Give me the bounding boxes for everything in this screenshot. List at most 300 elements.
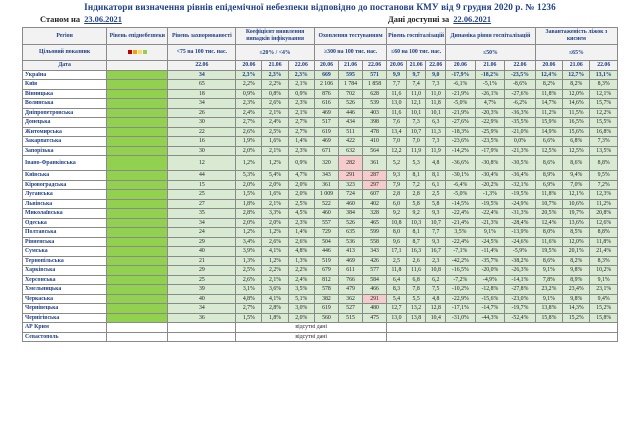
region-name: Рівненська xyxy=(23,237,107,247)
dynamics-cell: 0,0% xyxy=(505,137,536,147)
header-detection: Коефіцієнт виявлення випадків інфікування xyxy=(236,28,315,45)
beds-cell: 12,3% xyxy=(590,190,618,200)
detection-cell: 2,4% xyxy=(288,275,314,285)
region-name: Волинська xyxy=(23,99,107,109)
detection-cell: 4,1% xyxy=(262,247,288,257)
morbidity-cell: 30 xyxy=(168,146,236,156)
date-level xyxy=(107,61,168,71)
morbidity-cell: 34 xyxy=(168,99,236,109)
hosp-cell: 10,1 xyxy=(406,108,426,118)
hosp-cell: 9,3 xyxy=(387,171,407,181)
testing-cell: 446 xyxy=(339,108,363,118)
testing-cell: 635 xyxy=(339,228,363,238)
hosp-cell: 8,1 xyxy=(426,171,446,181)
morbidity-cell: 40 xyxy=(168,247,236,257)
region-name: Донецька xyxy=(23,118,107,128)
level-cell xyxy=(107,323,168,333)
hosp-cell: 5,4 xyxy=(387,294,407,304)
hosp-cell: 17,1 xyxy=(387,247,407,257)
dynamics-cell: -21,3% xyxy=(505,146,536,156)
table-row xyxy=(23,294,618,304)
testing-cell: 526 xyxy=(339,218,363,228)
beds-cell: 8,3% xyxy=(590,80,618,90)
detection-cell: 3,0% xyxy=(288,304,314,314)
testing-cell: 619 xyxy=(314,304,338,314)
testing-cell: 282 xyxy=(339,156,363,171)
hosp-cell: 4,8 xyxy=(426,156,446,171)
hosp-cell: 12,2 xyxy=(387,146,407,156)
testing-cell: 577 xyxy=(363,266,387,276)
beds-cell: 11,6% xyxy=(535,237,562,247)
dynamics-cell: -22,4% xyxy=(446,237,476,247)
table-row xyxy=(23,285,618,295)
beds-cell: 19,5% xyxy=(535,247,562,257)
dynamics-cell: -19,7% xyxy=(505,304,536,314)
beds-cell: 8,6% xyxy=(535,156,562,171)
region-name: Закарпатська xyxy=(23,137,107,147)
testing-cell: 328 xyxy=(363,209,387,219)
beds-cell: 20,1% xyxy=(563,247,590,257)
header-testing: Охоплення тестуванням xyxy=(314,28,386,45)
detection-cell: 2,6% xyxy=(262,237,288,247)
beds-cell: 15,2% xyxy=(563,313,590,323)
dynamics-cell: -6,1% xyxy=(446,80,476,90)
testing-cell: 504 xyxy=(314,237,338,247)
level-cell xyxy=(107,99,168,109)
table-body xyxy=(23,70,618,342)
region-name: Чернівецька xyxy=(23,304,107,314)
testing-cell: 729 xyxy=(314,228,338,238)
as-of-date: 23.06.2021 xyxy=(84,15,122,24)
region-name: Полтавська xyxy=(23,228,107,238)
beds-cell: 11,2% xyxy=(590,199,618,209)
hosp-cell: 11,6 xyxy=(387,108,407,118)
table-row xyxy=(23,313,618,323)
region-name: Севастополь xyxy=(23,332,107,342)
beds-cell: 11,5% xyxy=(563,108,590,118)
testing-cell: 766 xyxy=(339,275,363,285)
testing-cell: 422 xyxy=(339,137,363,147)
level-cell xyxy=(107,137,168,147)
beds-cell: 19,7% xyxy=(563,209,590,219)
morbidity-cell: 44 xyxy=(168,171,236,181)
table-row xyxy=(23,304,618,314)
dynamics-cell: 4,7% xyxy=(475,99,505,109)
detection-cell: 2,0% xyxy=(236,180,262,190)
dynamics-cell: -30,5% xyxy=(505,156,536,171)
morbidity-cell: 36 xyxy=(168,313,236,323)
hosp-cell: 11,6 xyxy=(406,266,426,276)
morbidity-cell: 34 xyxy=(168,70,236,80)
hosp-cell: 6,0 xyxy=(387,199,407,209)
hosp-cell: 13,8 xyxy=(406,313,426,323)
dynamics-cell: -18,2% xyxy=(475,70,505,80)
dynamics-cell: -35,7% xyxy=(475,256,505,266)
testing-cell: 876 xyxy=(314,89,338,99)
hosp-cell: 10,3 xyxy=(406,218,426,228)
testing-cell: 323 xyxy=(339,180,363,190)
level-cell xyxy=(107,180,168,190)
table-row xyxy=(23,80,618,90)
hosp-cell: 7,3 xyxy=(406,118,426,128)
morbidity-cell: 40 xyxy=(168,294,236,304)
table-row xyxy=(23,199,618,209)
hosp-cell: 12,8 xyxy=(426,304,446,314)
detection-cell: 1,9% xyxy=(236,137,262,147)
hosp-cell: 7,5 xyxy=(426,285,446,295)
region-name: Запорізька xyxy=(23,146,107,156)
detection-cell: 2,5% xyxy=(288,199,314,209)
hosp-cell: 8,0 xyxy=(387,228,407,238)
dynamics-cell: -42,2% xyxy=(446,256,476,266)
testing-cell: 465 xyxy=(363,218,387,228)
beds-cell: 15,9% xyxy=(535,118,562,128)
testing-cell: 343 xyxy=(363,247,387,257)
beds-cell: 8,9% xyxy=(563,275,590,285)
testing-cell: 539 xyxy=(363,99,387,109)
testing-cell: 320 xyxy=(314,156,338,171)
beds-cell: 12,2% xyxy=(590,108,618,118)
header-morbidity: Рівень захворюваності xyxy=(168,28,236,45)
hosp-cell: 11,3 xyxy=(426,127,446,137)
testing-cell: 1 784 xyxy=(339,80,363,90)
page-title: Індикатори визначення рівнів епідемічної небезпеки відповідно до постанови КМУ від 9 грудня 2020 р. № 1236 xyxy=(84,2,556,12)
hosp-cell: 7,0 xyxy=(406,137,426,147)
region-name: Одеська xyxy=(23,218,107,228)
testing-cell: 671 xyxy=(314,146,338,156)
dynamics-cell: -12,8% xyxy=(475,285,505,295)
detection-cell: 2,3% xyxy=(288,99,314,109)
testing-cell: 384 xyxy=(339,209,363,219)
date-beds-0: 20.06 xyxy=(535,61,562,71)
target-hosp: ≤60 на 100 тис. нас. xyxy=(387,45,446,61)
detection-cell: 1,2% xyxy=(236,228,262,238)
hosp-cell: 10,8 xyxy=(426,266,446,276)
morbidity-cell: 65 xyxy=(168,80,236,90)
hosp-cell: 7,6 xyxy=(387,118,407,128)
detection-cell: 2,6% xyxy=(288,237,314,247)
morbidity-cell: 30 xyxy=(168,118,236,128)
hosp-cell: 9,0 xyxy=(426,70,446,80)
level-cell xyxy=(107,218,168,228)
testing-cell: 469 xyxy=(314,108,338,118)
testing-cell: 628 xyxy=(363,89,387,99)
hosp-cell: 10,7 xyxy=(406,127,426,137)
testing-cell: 578 xyxy=(314,285,338,295)
level-cell xyxy=(107,156,168,171)
table-head xyxy=(23,28,618,71)
dynamics-cell: -20,0% xyxy=(475,266,505,276)
dynamics-cell: -5,9% xyxy=(505,247,536,257)
detection-cell: 2,4% xyxy=(262,118,288,128)
testing-cell: 595 xyxy=(339,70,363,80)
beds-cell: 21,4% xyxy=(590,247,618,257)
detection-cell: 1,3% xyxy=(236,256,262,266)
region-name: Черкаська xyxy=(23,294,107,304)
level-cell xyxy=(107,209,168,219)
hosp-cell: 13,4 xyxy=(387,127,407,137)
detection-cell: 1,3% xyxy=(288,256,314,266)
beds-cell: 15,8% xyxy=(590,313,618,323)
dynamics-cell: -5,0% xyxy=(446,190,476,200)
dynamics-cell: -7,2% xyxy=(446,275,476,285)
level-cell xyxy=(107,127,168,137)
level-dot-2 xyxy=(138,50,142,54)
dynamics-cell: -7,1% xyxy=(446,247,476,257)
detection-cell: 2,2% xyxy=(236,80,262,90)
hosp-cell: 6,4 xyxy=(387,275,407,285)
detection-cell: 2,6% xyxy=(236,127,262,137)
hosp-cell: 8,1 xyxy=(406,228,426,238)
hosp-cell: 11,0 xyxy=(426,89,446,99)
testing-cell: 669 xyxy=(314,70,338,80)
testing-cell: 446 xyxy=(314,247,338,257)
dynamics-cell: -19,5% xyxy=(475,199,505,209)
dynamics-cell: -14,2% xyxy=(446,146,476,156)
testing-cell: 2 106 xyxy=(314,80,338,90)
beds-cell: 11,8% xyxy=(535,190,562,200)
hosp-cell: 2,6 xyxy=(406,256,426,266)
testing-cell: 515 xyxy=(339,313,363,323)
detection-cell: 2,7% xyxy=(236,118,262,128)
beds-cell: 12,0% xyxy=(563,89,590,99)
testing-cell: 466 xyxy=(363,285,387,295)
date-hosp-0: 20.06 xyxy=(387,61,407,71)
morbidity-cell: 25 xyxy=(168,190,236,200)
testing-cell: 599 xyxy=(363,228,387,238)
morbidity-cell: 34 xyxy=(168,304,236,314)
target-label: Цільовий показник xyxy=(23,45,107,61)
testing-cell: 291 xyxy=(339,171,363,181)
detection-cell: 2,2% xyxy=(262,266,288,276)
hosp-cell: 9,2 xyxy=(406,209,426,219)
hosp-cell: 10,8 xyxy=(387,218,407,228)
hosp-cell: 8,7 xyxy=(406,237,426,247)
beds-cell: 23,2% xyxy=(535,285,562,295)
hosp-cell: 10,1 xyxy=(426,108,446,118)
detection-cell: 2,7% xyxy=(236,304,262,314)
testing-cell: 479 xyxy=(339,285,363,295)
region-name: Україна xyxy=(23,70,107,80)
beds-cell: 7,8% xyxy=(535,275,562,285)
beds-cell: 12,1% xyxy=(590,89,618,99)
detection-cell: 3,5% xyxy=(288,285,314,295)
dynamics-cell: 3,5% xyxy=(446,228,476,238)
hosp-cell: 2,5 xyxy=(387,256,407,266)
detection-cell: 5,1% xyxy=(288,294,314,304)
detection-cell: 2,7% xyxy=(288,118,314,128)
morbidity-cell: 29 xyxy=(168,266,236,276)
date-testing-1: 21.06 xyxy=(339,61,363,71)
morbidity-cell: 25 xyxy=(168,275,236,285)
level-dot-3 xyxy=(143,50,147,54)
beds-cell: 8,6% xyxy=(535,256,562,266)
testing-cell: 398 xyxy=(363,118,387,128)
beds-cell: 12,4% xyxy=(535,70,562,80)
testing-cell: 571 xyxy=(363,70,387,80)
empty-cell xyxy=(387,323,618,333)
detection-cell: 1,6% xyxy=(262,137,288,147)
beds-cell: 14,9% xyxy=(535,127,562,137)
dynamics-cell: -26,3% xyxy=(505,266,536,276)
detection-cell: 2,0% xyxy=(288,180,314,190)
beds-cell: 8,2% xyxy=(535,80,562,90)
beds-cell: 9,1% xyxy=(590,275,618,285)
testing-cell: 361 xyxy=(314,180,338,190)
detection-cell: 3,6% xyxy=(262,285,288,295)
dynamics-cell: -38,2% xyxy=(505,256,536,266)
beds-cell: 12,1% xyxy=(563,190,590,200)
testing-cell: 564 xyxy=(363,146,387,156)
level-cell xyxy=(107,146,168,156)
detection-cell: 2,8% xyxy=(236,209,262,219)
table-row xyxy=(23,127,618,137)
date-morbidity: 22.06 xyxy=(168,61,236,71)
level-cell xyxy=(107,89,168,99)
hosp-cell: 13,0 xyxy=(387,313,407,323)
level-cell xyxy=(107,294,168,304)
morbidity-cell: 18 xyxy=(168,89,236,99)
morbidity-cell: 15 xyxy=(168,180,236,190)
beds-cell: 6,9% xyxy=(535,180,562,190)
date-dynamics-1: 21.06 xyxy=(475,61,505,71)
dynamics-cell: -31,3% xyxy=(505,209,536,219)
level-cell xyxy=(107,256,168,266)
dynamics-cell: -23,0% xyxy=(505,294,536,304)
hosp-cell: 11,0 xyxy=(406,89,426,99)
hosp-cell: 7,3 xyxy=(426,137,446,147)
testing-cell: 413 xyxy=(339,247,363,257)
testing-cell: 517 xyxy=(314,118,338,128)
morbidity-cell: 34 xyxy=(168,218,236,228)
region-name: Київська xyxy=(23,171,107,181)
hosp-cell: 11,8 xyxy=(426,99,446,109)
region-name: Чернігівська xyxy=(23,313,107,323)
hosp-cell: 7,2 xyxy=(406,180,426,190)
dynamics-cell: -22,9% xyxy=(446,294,476,304)
table-row xyxy=(23,89,618,99)
dynamics-cell: -17,9% xyxy=(446,70,476,80)
dynamics-cell: -10,2% xyxy=(446,285,476,295)
hosp-cell: 7,0 xyxy=(387,137,407,147)
data-available: Дані доступні за 22.06.2021 xyxy=(388,15,492,24)
detection-cell: 4,5% xyxy=(288,209,314,219)
dynamics-cell: -22,4% xyxy=(475,209,505,219)
detection-cell: 2,0% xyxy=(288,190,314,200)
beds-cell: 12,5% xyxy=(563,146,590,156)
testing-cell: 403 xyxy=(363,108,387,118)
hosp-cell: 13,0 xyxy=(387,99,407,109)
level-cell xyxy=(107,118,168,128)
detection-cell: 2,0% xyxy=(262,218,288,228)
no-data-cell: відсутні дані xyxy=(236,323,387,333)
testing-cell: 619 xyxy=(314,127,338,137)
beds-cell: 16,5% xyxy=(563,118,590,128)
dynamics-cell: -21,0% xyxy=(505,127,536,137)
hosp-cell: 11,9 xyxy=(406,146,426,156)
beds-cell: 14,7% xyxy=(535,99,562,109)
target-beds: ≤65% xyxy=(535,45,617,61)
beds-cell: 10,2% xyxy=(590,266,618,276)
dynamics-cell: -21,9% xyxy=(446,108,476,118)
detection-cell: 1,4% xyxy=(288,137,314,147)
table-row xyxy=(23,332,618,342)
detection-cell: 2,6% xyxy=(236,275,262,285)
detection-cell: 1,8% xyxy=(236,199,262,209)
detection-cell: 2,8% xyxy=(262,304,288,314)
date-dynamics-2: 22.06 xyxy=(505,61,536,71)
date-hosp-2: 22.06 xyxy=(426,61,446,71)
level-cell xyxy=(107,304,168,314)
dynamics-cell: -17,9% xyxy=(475,146,505,156)
beds-cell: 12,7% xyxy=(563,70,590,80)
hosp-cell: 7,4 xyxy=(406,80,426,90)
hosp-cell: 7,7 xyxy=(387,80,407,90)
beds-cell: 23,1% xyxy=(590,285,618,295)
dynamics-cell: -5,0% xyxy=(446,99,476,109)
testing-cell: 702 xyxy=(339,89,363,99)
region-name: АР Крим xyxy=(23,323,107,333)
testing-cell: 343 xyxy=(314,171,338,181)
detection-cell: 1,5% xyxy=(236,313,262,323)
dynamics-cell: -11,4% xyxy=(475,247,505,257)
morbidity-cell: 29 xyxy=(168,237,236,247)
beds-cell: 15,7% xyxy=(590,99,618,109)
detection-cell: 3,1% xyxy=(236,285,262,295)
dynamics-cell: -24,9% xyxy=(505,199,536,209)
dynamics-cell: -23,5% xyxy=(505,70,536,80)
dynamics-cell: -21,4% xyxy=(446,218,476,228)
detection-cell: 1,2% xyxy=(262,228,288,238)
detection-cell: 5,4% xyxy=(262,171,288,181)
table-row xyxy=(23,228,618,238)
level-cell xyxy=(107,190,168,200)
testing-cell: 511 xyxy=(339,127,363,137)
testing-cell: 297 xyxy=(363,180,387,190)
region-name: Херсонська xyxy=(23,275,107,285)
dynamics-cell: -32,1% xyxy=(505,180,536,190)
hosp-cell: 13,2 xyxy=(406,304,426,314)
table-row xyxy=(23,146,618,156)
beds-cell: 6,8% xyxy=(563,137,590,147)
detection-cell: 2,2% xyxy=(262,80,288,90)
dynamics-cell: -44,3% xyxy=(475,313,505,323)
beds-cell: 12,0% xyxy=(563,237,590,247)
beds-cell: 12,5% xyxy=(535,146,562,156)
hosp-cell: 5,2 xyxy=(387,156,407,171)
detection-cell: 2,3% xyxy=(236,99,262,109)
level-cell xyxy=(107,285,168,295)
dynamics-cell: -5,1% xyxy=(475,80,505,90)
table-row xyxy=(23,108,618,118)
hosp-cell: 7,8 xyxy=(406,285,426,295)
detection-cell: 2,1% xyxy=(262,199,288,209)
testing-cell: 287 xyxy=(363,171,387,181)
dynamics-cell: -14,1% xyxy=(505,275,536,285)
region-name: Львівська xyxy=(23,199,107,209)
detection-cell: 2,0% xyxy=(288,313,314,323)
morbidity-cell: 27 xyxy=(168,199,236,209)
testing-cell: 560 xyxy=(314,313,338,323)
beds-cell: 11,2% xyxy=(535,108,562,118)
dynamics-cell: -22,4% xyxy=(446,209,476,219)
detection-cell: 2,0% xyxy=(236,146,262,156)
beds-cell: 16,8% xyxy=(590,127,618,137)
beds-cell: 8,9% xyxy=(535,171,562,181)
region-name: Вінницька xyxy=(23,89,107,99)
morbidity-cell: 26 xyxy=(168,108,236,118)
detection-cell: 1,2% xyxy=(262,156,288,171)
